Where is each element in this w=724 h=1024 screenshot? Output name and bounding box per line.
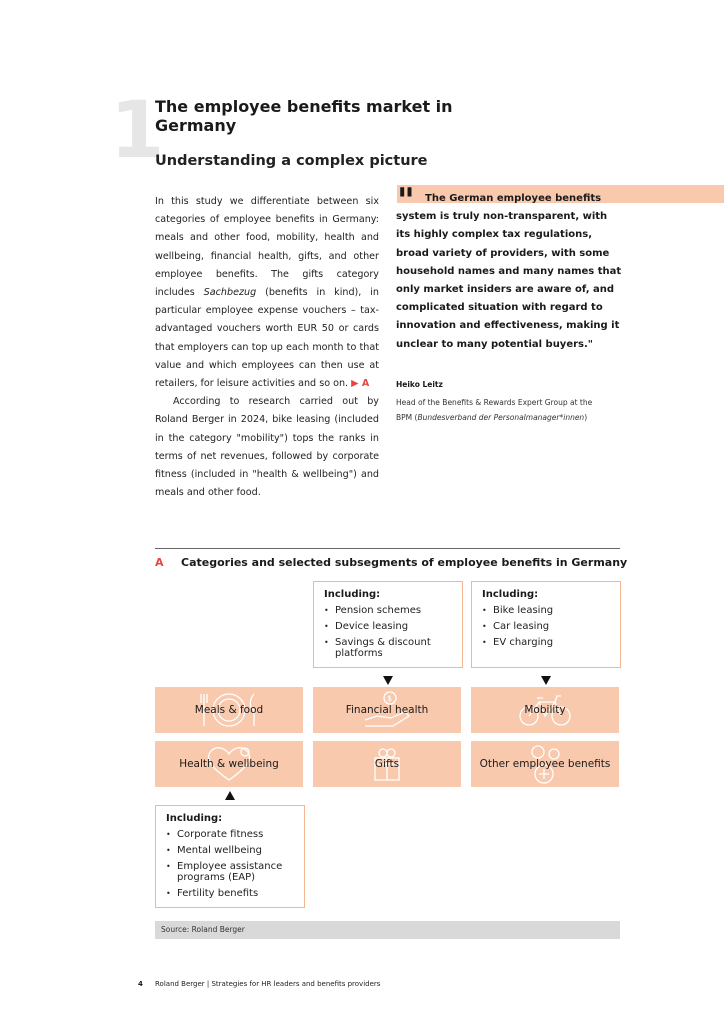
mobility-subsegments	[471, 581, 621, 668]
category-label: Mobility	[524, 704, 566, 716]
category-label: Meals & food	[194, 704, 264, 716]
subsegments-heading: Including:	[166, 813, 223, 824]
figure-source: Source: Roland Berger	[155, 921, 620, 939]
figure-divider	[155, 548, 620, 549]
list-item: • Employee assistance programs (EAP)	[166, 861, 294, 883]
figure-reference-link[interactable]: ▶ A	[351, 378, 370, 390]
pull-quote-text: system is truly non-transparent, with its highly complex tax regulations, broad variety of providers, with some household names and many names that only market insiders are aware of, and complicated situation with regard to innovation and effectiveness, making it unclear to many potential buyers."	[396, 211, 622, 350]
category-label: Other employee benefits	[479, 758, 611, 770]
category-other-benefits	[471, 741, 619, 787]
chapter-number: 1	[110, 86, 165, 176]
list-item: • Car leasing	[482, 621, 610, 632]
page-number: 4	[138, 980, 143, 988]
quote-author-role: Head of the Benefits & Rewards Expert Group at the BPM (Bundesverband der Personalmanager*innen)	[396, 398, 593, 422]
list-item: • Corporate fitness	[166, 829, 294, 840]
list-item: • Pension schemes	[324, 605, 452, 616]
svg-text:$: $	[387, 694, 393, 703]
pull-quote-lead: The German employee benefits	[425, 193, 602, 204]
category-mobility	[471, 687, 619, 733]
list-item: • Device leasing	[324, 621, 452, 632]
financial-health-subsegments	[313, 581, 463, 668]
list-item: • Fertility benefits	[166, 888, 294, 899]
body-paragraph: According to research carried out by Roland Berger in 2024, bike leasing (included in the category "mobility") tops the ranks in terms of net revenues, followed by corporate fitness (included in "health & wellbeing") and meals and other food.	[155, 396, 379, 499]
subsegments-list	[482, 605, 610, 648]
arrow-down-icon	[541, 676, 551, 685]
subsegments-heading: Including:	[482, 589, 539, 600]
subsegments-heading: Including:	[324, 589, 381, 600]
category-meals-food	[155, 687, 303, 733]
list-item: • EV charging	[482, 637, 610, 648]
arrow-down-icon	[383, 676, 393, 685]
figure-title: Categories and selected subsegments of employee benefits in Germany	[181, 556, 628, 569]
subsegments-list	[166, 829, 294, 899]
category-label: Gifts	[374, 758, 400, 770]
list-item: • Mental wellbeing	[166, 845, 294, 856]
page-subtitle: Understanding a complex picture	[155, 153, 428, 169]
list-item: • Bike leasing	[482, 605, 610, 616]
pull-quote	[396, 190, 622, 354]
category-gifts	[313, 741, 461, 787]
body-paragraph: In this study we differentiate between six categories of employee benefits in Germany: meals and other food, mobility, health and wellbeing, financial health, gifts, and other employee benefits. The gifts category includes Sachbezug (benefits in kind), in particular employee expense vouchers – tax-advantaged vouchers worth EUR 50 or cards that employers can top up each month to that value and which employees can then use at retailers, for leisure activities and so on. ▶ A	[155, 196, 379, 390]
category-label: Financial health	[345, 704, 429, 716]
figure-letter: A	[155, 556, 164, 569]
body-text-column	[155, 193, 379, 502]
quote-author: Heiko Leitz	[396, 380, 443, 389]
arrow-up-icon	[225, 791, 235, 800]
health-wellbeing-subsegments	[155, 805, 305, 908]
category-label: Health & wellbeing	[179, 758, 279, 770]
category-financial-health	[313, 687, 461, 733]
footer-text: Roland Berger | Strategies for HR leaders and benefits providers	[155, 980, 381, 988]
page-title: The employee benefits market in Germany	[155, 97, 453, 135]
category-health-wellbeing	[155, 741, 303, 787]
subsegments-list	[324, 605, 452, 659]
quote-mark-icon: "	[397, 181, 412, 221]
list-item: • Savings & discount platforms	[324, 637, 452, 659]
